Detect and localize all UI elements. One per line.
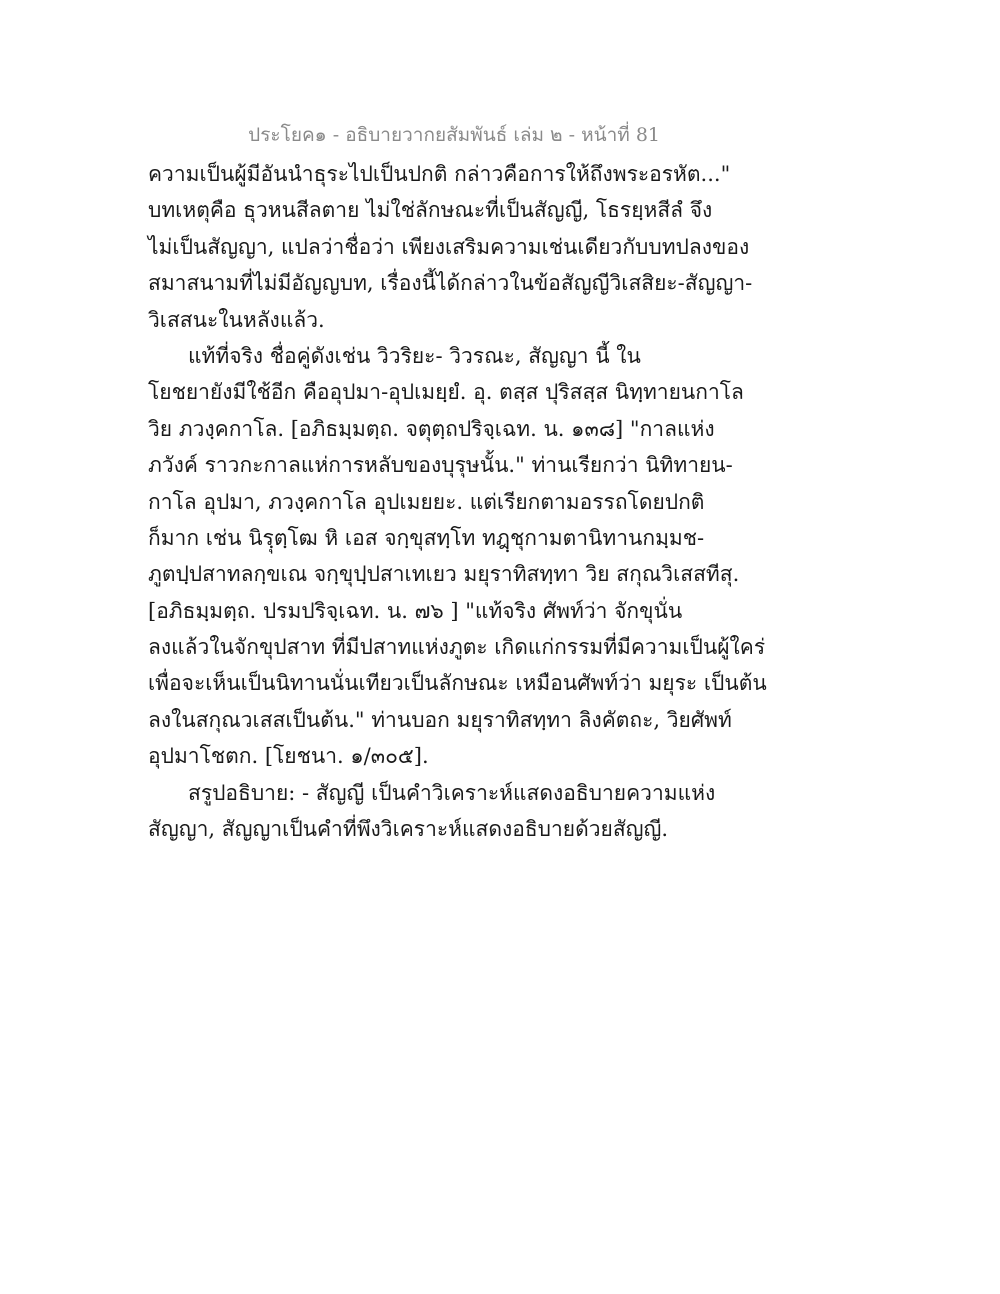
running-header: ประโยค๑ - อธิบายวากยสัมพันธ์ เล่ม ๒ - หน้าที่ 81 (248, 124, 660, 146)
text-line: ลงในสกุณวเสสเป็นต้น." ท่านบอก มยุราทิสทฺทา ลิงคัตถะ, วิยศัพท์ (148, 707, 732, 732)
text-line: วิย ภวงฺคกาโล. [อภิธมฺมตฺถ. จตุตฺถปริจฺเฉท. น. ๑๓๘] "กาลแห่ง (148, 416, 715, 441)
text-line: ไม่เป็นสัญญา, แปลว่าชื่อว่า เพียงเสริมความเช่นเดียวกับบทปลงของ (148, 234, 750, 259)
paragraph-start-line: สรูปอธิบาย: - สัญญี เป็นคำวิเคราะห์แสดงอธิบายความแห่ง (188, 780, 716, 805)
text-line: อุปมาโชตก. [โยชนา. ๑/๓๐๕]. (148, 744, 429, 769)
text-line: วิเสสนะในหลังแล้ว. (148, 307, 325, 332)
text-line: สมาสนามที่ไม่มีอัญญบท, เรื่องนี้ได้กล่าวในข้อสัญญีวิเสสิยะ-สัญญา- (148, 271, 753, 296)
text-line: บทเหตุคือ ธุวหนสีลตาย ไม่ใช่ลักษณะที่เป็นสัญญี, โธรยฺหสีลํ จึง (148, 198, 713, 223)
text-line: ความเป็นผู้มีอันนำธุระไปเป็นปกติ กล่าวคือการให้ถึงพระอรหัต..." (148, 162, 731, 186)
text-line: สัญญา, สัญญาเป็นคำที่พึงวิเคราะห์แสดงอธิบายด้วยสัญญี. (148, 817, 669, 842)
text-line: กาโล อุปมา, ภวงฺคกาโล อุปเมยยะ. แต่เรียกตามอรรถโดยปกติ (148, 489, 705, 514)
text-line: ภวังค์ ราวกะกาลแห่การหลับของบุรุษนั้น." ท่านเรียกว่า นิทิทายน- (148, 453, 733, 478)
text-line: โยชยายังมีใช้อีก คืออุปมา-อุปเมยฺยํ. อุ. ตสฺส ปุริสสฺส นิทฺทายนกาโล (148, 380, 744, 405)
text-line: ก็มาก เช่น นิรฺุตฺโฒ หิ เอส จกฺขุสทฺโท ทฎฺชุกามตานิทานกมฺมช- (148, 525, 705, 550)
text-line: เพื่อจะเห็นเป็นนิทานนั่นเทียวเป็นลักษณะ เหมือนศัพท์ว่า มยุระ เป็นต้น (148, 671, 767, 696)
text-line: ภูตปฺปสาทลกฺขเณ จกฺขุปฺปสาเทเยว มยุราทิสทฺทา วิย สกุณวิเสสทีสุ. (148, 562, 740, 587)
text-line: ลงแล้วในจักขุปสาท ที่มีปสาทแห่งภูตะ เกิดแก่กรรมที่มีความเป็นผู้ใคร่ (148, 635, 766, 660)
body-text (148, 156, 767, 847)
paragraph-start-line: แท้ที่จริง ชื่อคู่ดังเช่น วิวริยะ- วิวรณะ, สัญญา นี้ ใน (188, 343, 641, 368)
text-line: [อภิธมฺมตฺถ. ปรมปริจฺเฉท. น. ๗๖ ] "แท้จริง ศัพท์ว่า จักขุนั่น (148, 598, 683, 623)
